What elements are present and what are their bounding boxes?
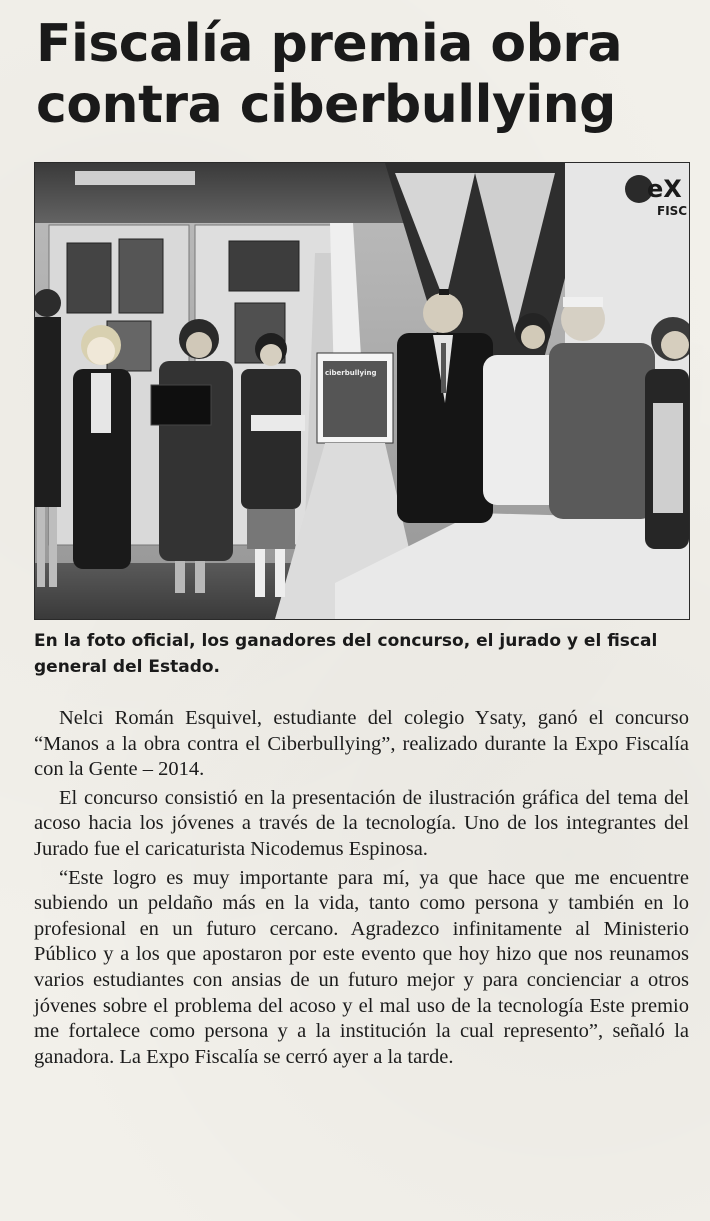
paragraph-1: Nelci Román Esquivel, estudiante del colegio Ysaty, ganó el concurso “Manos a la obra contra el Ciberbullying”, realizado durante la Expo Fiscalía con la Gente – 2014. [34, 707, 689, 781]
paragraph-2: El concurso consistió en la presentación de ilustración gráfica del tema del acoso hacia los jóvenes a través de la tecnología. Uno de los integrantes del Jurado fue el caricaturista Nicodemus Espinosa. [34, 786, 689, 860]
poster-text: ciberbullying [325, 369, 377, 377]
news-photo [34, 162, 690, 620]
photo-illustration [35, 163, 689, 619]
headline: Fiscalía premia obra contra ciberbullying [36, 14, 623, 135]
photo-sign-subtext: FISC [657, 204, 688, 218]
photo-sign-text: eX [647, 175, 682, 203]
paragraph-3: “Este logro es muy importante para mí, ya que hace que me encuentre subiendo un peldaño más en la vida, tanto como persona y también en lo profesional en un futuro cercano. Agradezco infinitamente al Ministerio Público y a los que apostaron por este evento que hoy hizo que nos reunamos varios estudiantes con ansias de un futuro mejor y para concienciar a otros jóvenes sobre el problema del acoso y el mal uso de la tecnología Este premio me fortalece como persona y a la institución la cual represento”, señaló la ganadora. La Expo Fiscalía se cerró ayer a la tarde. [34, 866, 689, 1068]
article-body [34, 706, 689, 1070]
photo-caption: En la foto oficial, los ganadores del concurso, el jurado y el fiscal general del Estado. [34, 631, 658, 677]
